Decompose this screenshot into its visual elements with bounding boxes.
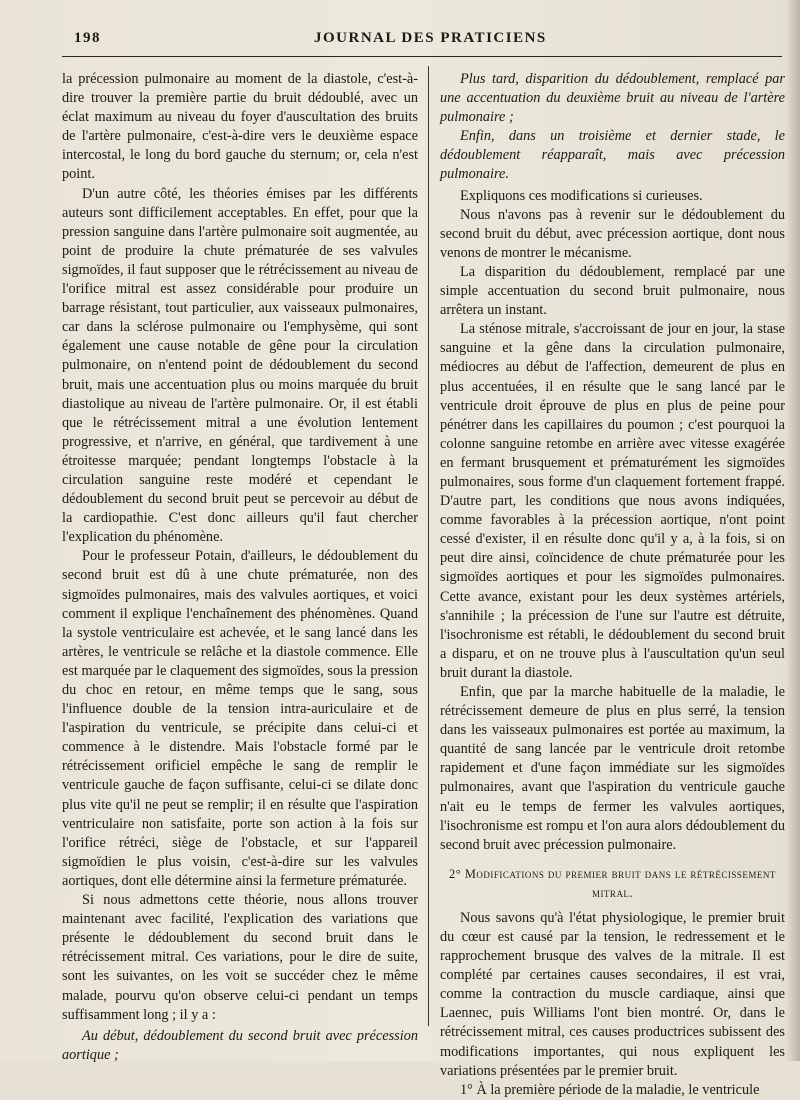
- page-number: 198: [74, 30, 101, 46]
- paragraph: La disparition du dédoublement, remplacé par une simple accentuation du second bruit pulmonaire, nous arrêtera un instant.: [440, 263, 785, 319]
- italic-paragraph: Au début, dédoublement du second bruit avec précession aortique ;: [62, 1027, 418, 1063]
- page-header: [62, 30, 782, 54]
- italic-paragraph: Enfin, dans un troisième et dernier stade, le dédoublement réapparaît, mais avec précession pulmonaire.: [440, 128, 785, 183]
- left-column: [62, 70, 418, 1065]
- paragraph: Nous n'avons pas à revenir sur le dédoublement du second bruit du début, avec précession aortique, dont nous venons de montrer le mécanisme.: [440, 206, 785, 261]
- paragraph: La sténose mitrale, s'accroissant de jour en jour, la stase sanguine et la gêne dans la circulation pulmonaire, médiocres au début de l'affection, demeurent de plus en plus accentuées, il en résulte que le sang lancé par le ventricule droit éprouve de plus en plus de peine pour pénétrer dans les capillaires du poumon ; c'est pourquoi la colonne sanguine retombe en arrière avec vitesse exagérée en fermant brusquement et prématurément les sigmoïdes pulmonaires, sous forme d'un claquement fortement frappé. D'autre part, les conditions que nous avons indiquées, comme favorables à la précession aortique, n'ont point cessé d'exister, il en résulte donc qu'il y a, à la fois, si on peut dire ainsi, coïncidence de chute prématurée pour les sigmoïdes aortiques et pour les sigmoïdes pulmonaires. Cette avance, existant pour les deux systèmes artériels, s'annihile ; la précession de l'une sur l'autre est détruite, l'isochronisme est rétabli, le dédoublement du second bruit a disparu, et on ne trouve plus à l'auscultation qu'un seul bruit durant la diastole.: [440, 321, 785, 681]
- running-title: JOURNAL DES PRATICIENS: [314, 30, 547, 46]
- paragraph: Enfin, que par la marche habituelle de la maladie, le rétrécissement demeure de plus en plus serré, la tension dans les vaisseaux pulmonaires est portée au maximum, la quantité de sang lancée par le ventricule droit retombe rapidement et d'une façon immédiate sur les sigmoïdes pulmonaires, avant que l'aspiration du ventricule gauche n'ait eu le temps de fermer les valvules aortiques, l'isochronisme est rompu et l'on aura alors dédoublement du second bruit avec précession pulmonaire.: [440, 684, 785, 853]
- paragraph: la précession pulmonaire au moment de la diastole, c'est-à-dire trouver la première partie du bruit dédoublé, avec un éclat maximum au niveau du foyer d'auscultation des bruits de l'artère pulmonaire, c'est-à-dire vers le deuxième espace intercostal, le long du bord gauche du sternum; or, cela n'est point.: [62, 71, 418, 183]
- section-number: 2°: [449, 866, 462, 881]
- page-edge-shadow: [786, 0, 800, 1061]
- section-heading: [440, 865, 785, 903]
- paragraph: Expliquons ces modifications si curieuses.: [460, 187, 703, 204]
- paragraph: D'un autre côté, les théories émises par les différents auteurs sont difficilement acceptables. En effet, pour que la pression sanguine dans l'artère pulmonaire soit augmentée, au point de produire la chute prématurée de ses valvules sigmoïdes, il faut supposer que le rétrécissement au niveau de l'orifice mitral est assez considérable pour produire un barrage résistant, tout particulier, aux vaisseaux pulmonaires, car dans la sclérose pulmonaire ou l'emphysème, qui sont également une cause notable de gêne pour la circulation pulmonaire, on n'entend point de dédoublement du second bruit, mais une accentuation plus ou moins marquée du bruit diastolique au niveau de l'artère pulmonaire. Or, il est établi que le rétrécissement mitral a une évolution lentement progressive, et n'arrive, en général, que tardivement à une étroitesse marquée; pendant longtemps l'obstacle à la circulation sanguine reste modéré et cependant le dédoublement du second bruit peut se percevoir au début de la cardiopathie. C'est donc ailleurs qu'il faut chercher l'explication du phénomène.: [62, 185, 418, 546]
- column-divider: [428, 66, 429, 1026]
- header-rule: [62, 56, 782, 57]
- paragraph: Nous savons qu'à l'état physiologique, le premier bruit du cœur est causé par la tension, le redressement et le rapprochement brusque des valves de la mitrale. Il est complété par certaines causes secondaires, il est vrai, comme la contraction du muscle cardiaque, ainsi que Laennec, puis Williams l'ont bien montré. Or, dans le rétrécissement mitral, ces causes productrices subissent des modifications importantes, qui nous expliquent les variations présentées par le premier bruit.: [440, 909, 785, 1079]
- paragraph: Pour le professeur Potain, d'ailleurs, le dédoublement du second bruit est dû à une chute prématurée, non des sigmoïdes pulmonaires, mais des valvules aortiques, et voici comment il explique l'enchaînement des phénomènes. Quand la systole ventriculaire est achevée, et le sang lancé dans les artères, le ventricule se relâche et la diastole commence. Elle est marquée par le claquement des sigmoïdes, sous la pression du choc en retour, en même temps que le sang, sous l'influence double de la tension intra-auriculaire et de l'aspiration du ventricule, se précipite dans celui-ci et commence à le distendre. Mais l'obstacle formé par le rétrécissement orificiel empêche le sang de remplir le ventricule gauche de façon suffisante, celui-ci se dilate donc plus vite qu'il ne peut se remplir; il en résulte que l'aspiration ventriculaire non satisfaite, porte son action à la fois sur l'orifice rétréci, siège de l'obstacle, et sur l'appareil sigmoïdien le plus voisin, c'est-à-dire sur les valvules aortiques, dont elle détermine ainsi la fermeture prématurée.: [62, 548, 418, 889]
- paragraph: Si nous admettons cette théorie, nous allons trouver maintenant avec facilité, l'explication des variations que présente le dédoublement du second bruit dans le rétrécissement mitral. Ces variations, pour le dire de suite, sont les suivantes, on les voit se succéder chez le même malade, pourvu qu'on observe celui-ci pendant un temps suffisamment long ; il y a :: [62, 892, 418, 1023]
- italic-paragraph: Plus tard, disparition du dédoublement, remplacé par une accentuation du deuxième bruit au niveau de l'artère pulmonaire ;: [440, 71, 785, 126]
- section-title: Modifications du premier bruit dans le rétrécissement mitral.: [464, 866, 776, 900]
- right-column: [440, 70, 785, 1100]
- paragraph: 1° À la première période de la maladie, le ventricule: [460, 1081, 760, 1098]
